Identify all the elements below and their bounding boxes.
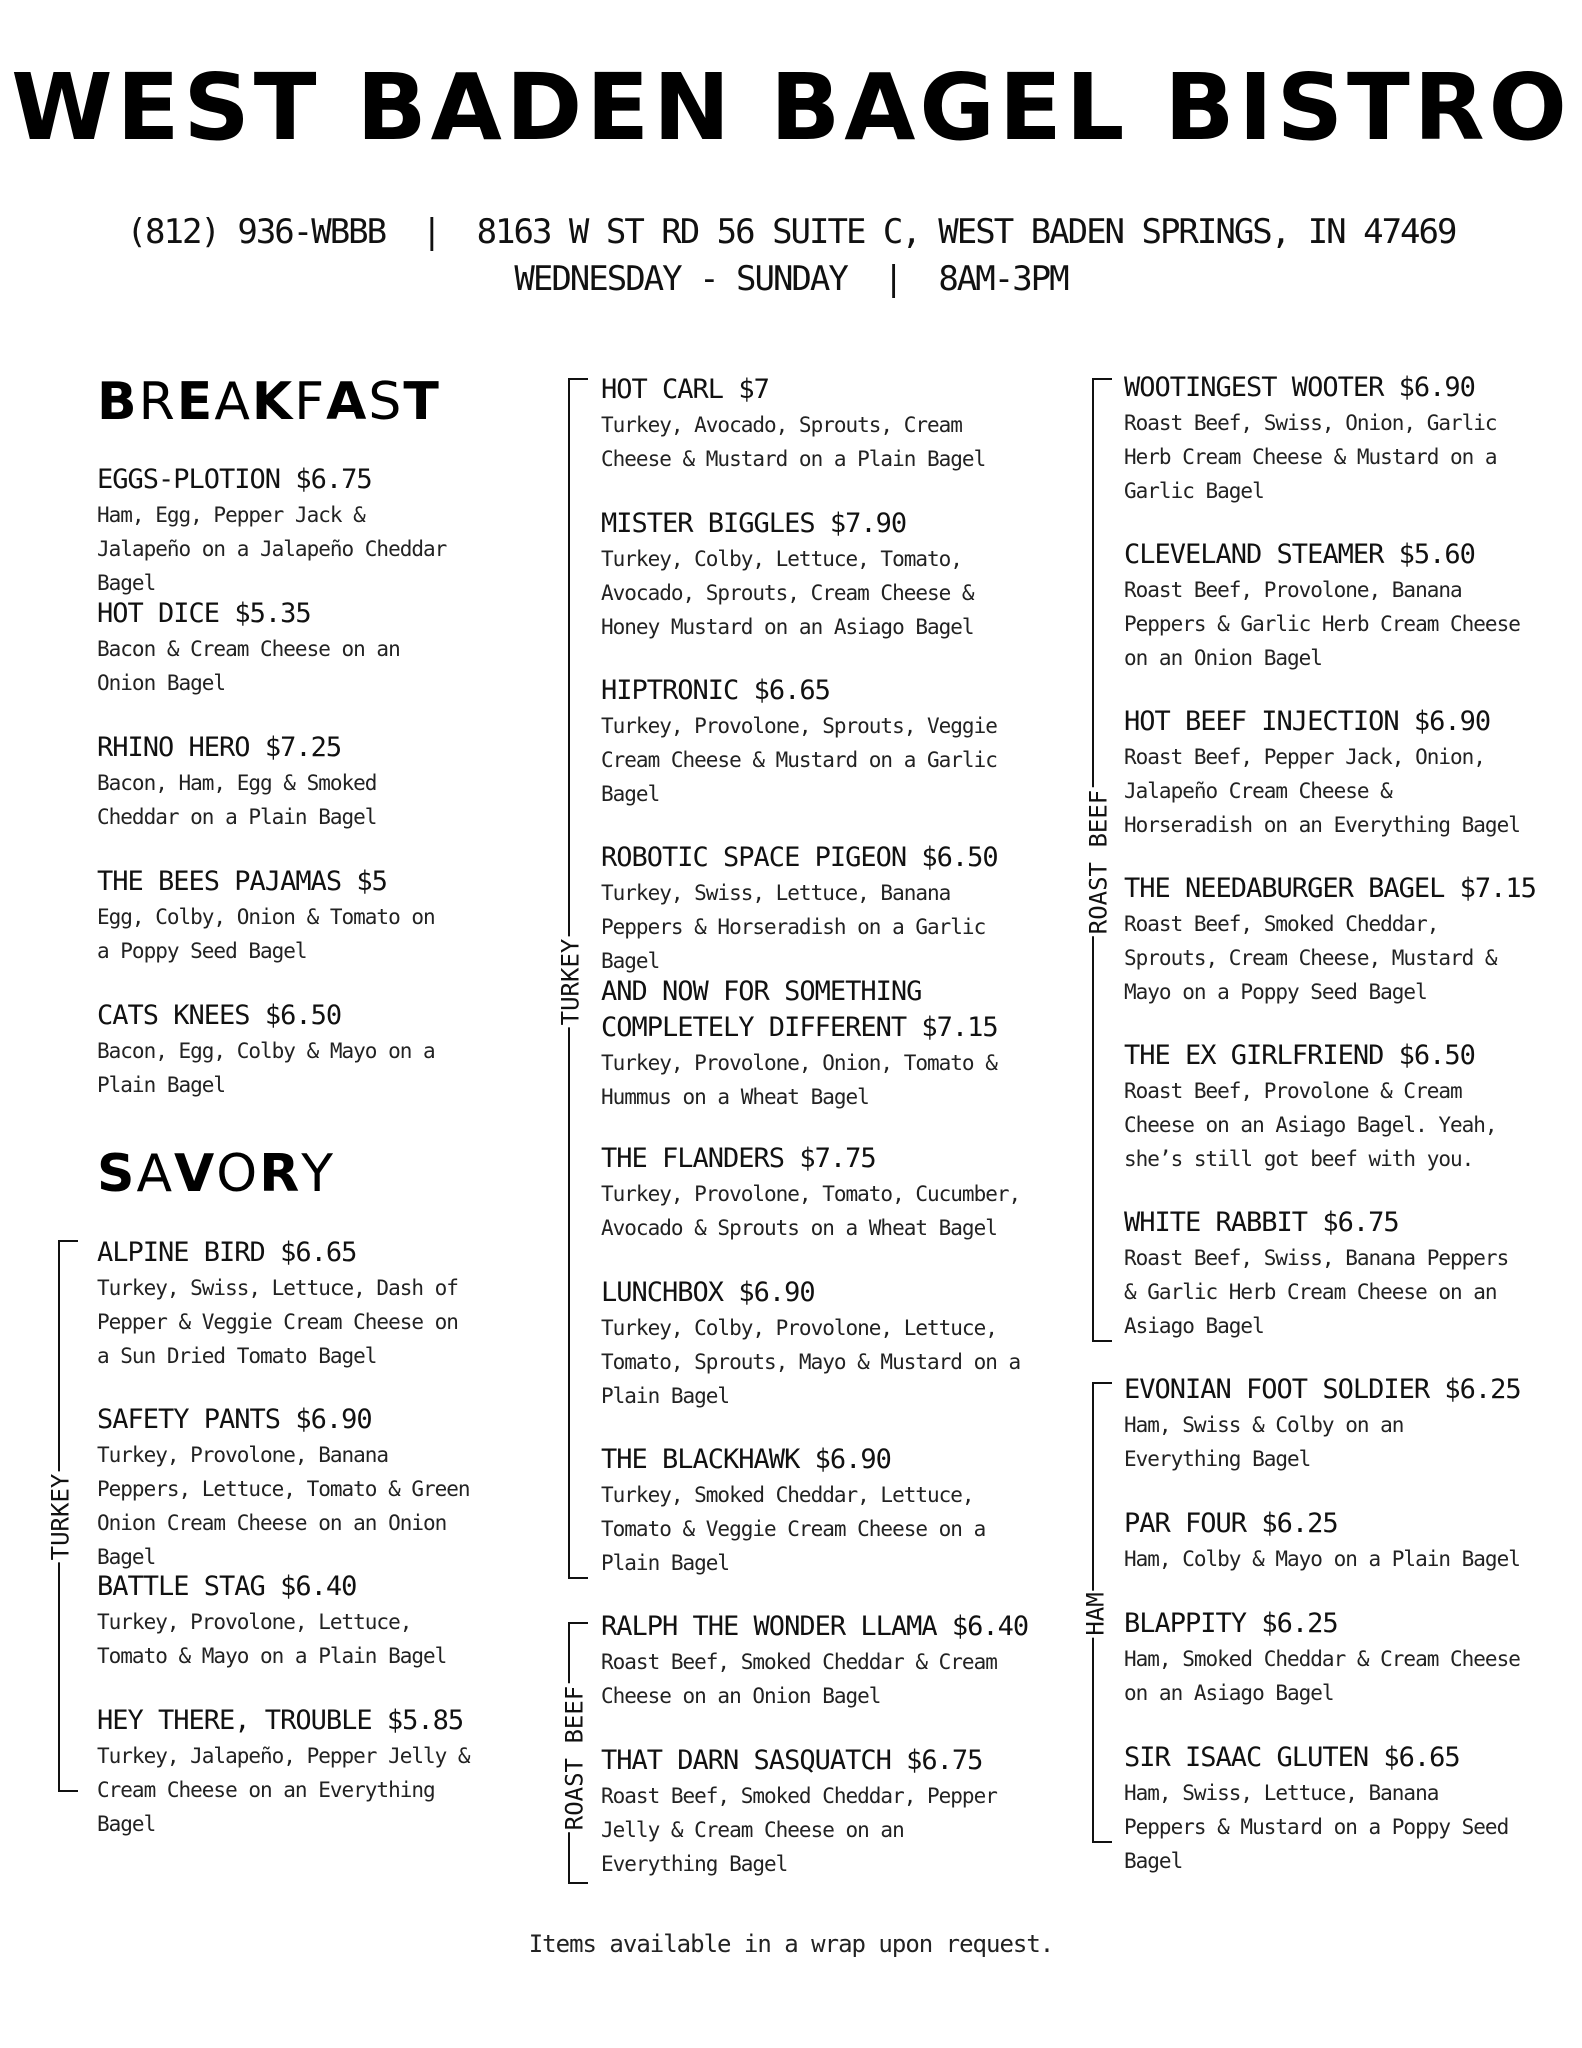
item-description: Turkey, Jalapeño, Pepper Jelly & Cream Cheese on an Everything Bagel [97,1744,470,1836]
item-name: THE FLANDERS [601,1143,785,1174]
item-price: $6.50 [921,842,998,873]
item-price: $6.25 [1444,1374,1521,1405]
menu-item [97,864,457,968]
item-price: $6.90 [1398,372,1475,403]
item-name: RHINO HERO [97,732,250,763]
item-price: $7.25 [264,732,342,763]
item-heading [1124,537,1529,573]
ham-label-col3: HAM [1074,1590,1118,1637]
item-name: THE NEEDABURGER BAGEL [1124,873,1445,904]
item-name: RALPH THE WONDER LLAMA [601,1611,937,1642]
item-description: Turkey, Provolone, Sprouts, Veggie Cream Cheese & Mustard on a Garlic Bagel [601,714,997,806]
item-name: THE BLACKHAWK [601,1444,800,1475]
item-name: SIR ISAAC GLUTEN [1124,1742,1369,1773]
item-description: Bacon & Cream Cheese on an Onion Bagel [97,637,400,695]
item-name: BLAPPITY [1124,1608,1247,1639]
title-letter: A [214,372,252,432]
item-heading [601,1141,1021,1177]
item-price: $5.85 [386,1705,464,1736]
roast-beef-label-col2: ROAST BEEF [552,1684,596,1833]
item-name: HOT DICE [97,598,220,629]
item-description: Turkey, Colby, Provolone, Lettuce, Tomato, Sprouts, Mayo & Mustard on a Plain Bagel [601,1316,1021,1408]
menu-item [1124,1606,1529,1710]
item-heading [601,974,1021,1046]
title-letter: R [138,372,177,432]
item-name: THE BEES PAJAMAS [97,866,342,897]
menu-item [1124,1205,1529,1343]
title-letter: S [97,1144,137,1204]
title-letter: E [176,372,215,432]
item-name: EVONIAN FOOT SOLDIER [1124,1374,1430,1405]
item-heading [601,506,1021,542]
item-name: HOT CARL [601,374,724,405]
menu-item [601,974,1021,1114]
item-price: $7.75 [799,1143,876,1174]
item-heading [97,596,457,632]
title-letter: F [294,372,327,432]
item-price: $6.40 [951,1611,1029,1642]
title-letter: V [174,1144,217,1204]
menu-item [601,1609,1029,1713]
item-heading [97,864,457,900]
item-heading [1124,1740,1529,1776]
item-heading [1124,1606,1529,1642]
menu-item [97,1703,477,1841]
item-name: LUNCHBOX [601,1277,724,1308]
item-price: $7 [738,374,769,405]
item-name: WOOTINGEST WOOTER [1124,372,1384,403]
item-heading [1124,1205,1529,1241]
item-description: Ham, Smoked Cheddar & Cream Cheese on an Asiago Bagel [1124,1647,1520,1705]
menu-item [97,998,457,1102]
title-letter: A [326,372,369,432]
item-price: $6.75 [295,464,372,495]
item-name: HOT BEEF INJECTION [1124,706,1399,737]
item-description: Turkey, Provolone, Tomato, Cucumber, Avocado & Sprouts on a Wheat Bagel [601,1182,1021,1240]
item-heading [97,1402,477,1438]
item-heading [601,1442,1021,1478]
item-description: Roast Beef, Provolone, Banana Peppers & Garlic Herb Cream Cheese on an Onion Bagel [1124,578,1520,670]
roast-beef-label-col3: ROAST BEEF [1076,788,1120,937]
item-description: Roast Beef, Smoked Cheddar, Pepper Jelly & Cream Cheese on an Everything Bagel [601,1784,997,1876]
item-description: Turkey, Smoked Cheddar, Lettuce, Tomato & Veggie Cream Cheese on a Plain Bagel [601,1483,986,1575]
item-name: CATS KNEES [97,1000,250,1031]
item-heading [601,1743,1001,1779]
item-description: Turkey, Swiss, Lettuce, Banana Peppers & Horseradish on a Garlic Bagel [601,881,986,973]
item-heading [1124,871,1536,907]
item-description: Egg, Colby, Onion & Tomato on a Poppy Seed Bagel [97,905,435,963]
menu-item [1124,704,1529,842]
item-description: Roast Beef, Swiss, Onion, Garlic Herb Cream Cheese & Mustard on a Garlic Bagel [1124,411,1497,503]
item-name: SAFETY PANTS [97,1404,281,1435]
item-heading [97,730,457,766]
menu-item [1124,1372,1529,1476]
item-description: Bacon, Egg, Colby & Mayo on a Plain Bagel [97,1039,435,1097]
menu-item [97,1235,477,1373]
item-price: $5.60 [1398,539,1475,570]
menu-item [1124,370,1529,508]
item-description: Roast Beef, Provolone & Cream Cheese on an Asiago Bagel. Yeah, she’s still got beef with you. [1124,1079,1497,1171]
item-heading [1124,1372,1529,1408]
title-letter: A [136,1144,175,1204]
turkey-label-col2: TURKEY [548,937,592,1028]
item-heading [97,1703,477,1739]
item-name: HIPTRONIC [601,675,739,706]
title-letter: O [216,1144,260,1204]
item-heading [1124,704,1529,740]
item-price: $6.65 [753,675,830,706]
item-description: Turkey, Provolone, Banana Peppers, Lettuce, Tomato & Green Onion Cream Cheese on an Onion Bagel [97,1443,470,1569]
item-name: THAT DARN SASQUATCH [601,1745,891,1776]
item-name: CLEVELAND STEAMER [1124,539,1384,570]
address: 8163 W ST RD 56 SUITE C, WEST BADEN SPRINGS, IN 47469 [476,212,1456,252]
item-name: ALPINE BIRD [97,1237,265,1268]
section-title-breakfast [97,372,441,432]
item-price: $6.65 [280,1237,357,1268]
item-description: Ham, Swiss & Colby on an Everything Bagel [1124,1413,1404,1471]
item-heading [97,1235,477,1271]
menu-item [97,596,457,700]
item-price: $6.65 [1383,1742,1460,1773]
contact-line [0,212,1582,252]
item-name: AND NOW FOR SOMETHING COMPLETELY DIFFERENT [601,976,922,1043]
item-description: Ham, Colby & Mayo on a Plain Bagel [1124,1547,1520,1571]
item-price: $6.90 [1413,706,1491,737]
item-description: Turkey, Provolone, Onion, Tomato & Hummus on a Wheat Bagel [601,1051,997,1109]
menu-item [601,1141,1021,1245]
turkey-label-col1: TURKEY [38,1472,82,1563]
item-name: BATTLE STAG [97,1571,265,1602]
item-name: THE EX GIRLFRIEND [1124,1040,1384,1071]
item-heading [601,673,1021,709]
menu-item [1124,871,1536,1009]
menu-item [1124,1506,1529,1576]
item-price: $6.50 [264,1000,342,1031]
item-heading [601,1609,1029,1645]
separator: | [421,212,441,252]
item-name: EGGS-PLOTION [97,464,281,495]
item-heading [601,1275,1021,1311]
title-letter: K [251,372,295,432]
menu-title: WEST BADEN BAGEL BISTRO [11,54,1571,161]
item-price: $6.25 [1261,1508,1338,1539]
item-description: Roast Beef, Smoked Cheddar & Cream Cheese on an Onion Bagel [601,1650,997,1708]
item-description: Bacon, Ham, Egg & Smoked Cheddar on a Plain Bagel [97,771,377,829]
title-letter: S [368,372,404,432]
item-heading [97,462,457,498]
item-name: WHITE RABBIT [1124,1207,1308,1238]
item-description: Ham, Egg, Pepper Jack & Jalapeño on a Jalapeño Cheddar Bagel [97,503,447,595]
item-description: Turkey, Colby, Lettuce, Tomato, Avocado, Sprouts, Cream Cheese & Honey Mustard on an Asiago Bagel [601,547,974,639]
menu-item [1124,1038,1529,1176]
item-price: $6.50 [1398,1040,1475,1071]
item-description: Roast Beef, Swiss, Banana Peppers & Garlic Herb Cream Cheese on an Asiago Bagel [1124,1246,1509,1338]
menu-item [601,506,1021,644]
item-name: ROBOTIC SPACE PIGEON [601,842,907,873]
item-price: $7.15 [921,1012,998,1043]
item-price: $6.90 [738,1277,815,1308]
menu-item [1124,537,1529,675]
item-heading [1124,370,1529,406]
item-description: Turkey, Provolone, Lettuce, Tomato & Mayo on a Plain Bagel [97,1610,447,1668]
item-name: PAR FOUR [1124,1508,1247,1539]
item-heading [601,372,1021,408]
menu-item [97,1402,477,1574]
menu-item [601,372,1021,476]
item-price: $5.35 [234,598,311,629]
wrap-note: Items available in a wrap upon request. [528,1930,1054,1958]
phone-number: (812) 936-WBBB [126,212,386,252]
item-name: HEY THERE, TROUBLE [97,1705,372,1736]
menu-item [601,1442,1021,1580]
title-letter: R [259,1144,302,1204]
item-price: $7.15 [1459,873,1536,904]
item-heading [1124,1038,1529,1074]
item-description: Ham, Swiss, Lettuce, Banana Peppers & Mustard on a Poppy Seed Bagel [1124,1781,1509,1873]
menu-item [1124,1740,1529,1878]
item-price: $7.90 [829,508,907,539]
item-heading [97,1569,477,1605]
item-price: $6.75 [906,1745,983,1776]
item-name: MISTER BIGGLES [601,508,815,539]
menu-item [97,730,457,834]
item-price: $5 [356,866,387,897]
menu-item [97,462,457,600]
menu-item [601,673,1021,811]
item-description: Roast Beef, Pepper Jack, Onion, Jalapeño Cream Cheese & Horseradish on an Everything Bagel [1124,745,1520,837]
title-letter: B [97,372,139,432]
title-letter: T [403,372,441,432]
hours-line [0,259,1582,299]
section-title-savory [97,1144,336,1204]
open-days: WEDNESDAY - SUNDAY [514,259,847,299]
item-description: Roast Beef, Smoked Cheddar, Sprouts, Cream Cheese, Mustard & Mayo on a Poppy Seed Bagel [1124,912,1497,1004]
item-description: Turkey, Swiss, Lettuce, Dash of Pepper & Veggie Cream Cheese on a Sun Dried Tomato Bagel [97,1276,458,1368]
menu-item [601,1743,1001,1881]
item-description: Turkey, Avocado, Sprouts, Cream Cheese & Mustard on a Plain Bagel [601,413,986,471]
item-price: $6.40 [280,1571,357,1602]
item-heading [601,840,1021,876]
title-letter: Y [301,1144,336,1204]
item-heading [97,998,457,1034]
open-hours: 8AM-3PM [938,259,1068,299]
item-price: $6.75 [1322,1207,1399,1238]
item-price: $6.90 [295,1404,372,1435]
menu-item [97,1569,477,1673]
item-price: $6.25 [1261,1608,1338,1639]
menu-item [601,840,1021,978]
item-price: $6.90 [814,1444,891,1475]
item-heading [1124,1506,1529,1542]
menu-item [601,1275,1021,1413]
separator: | [883,259,902,299]
